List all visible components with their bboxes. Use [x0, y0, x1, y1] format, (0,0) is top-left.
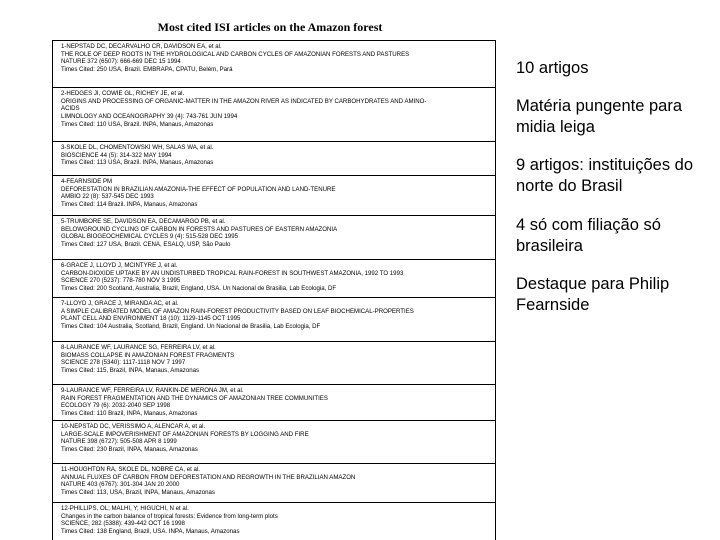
citation-line: SCIENCE 270 (5237): 778-780 NOV 3 1995: [61, 277, 181, 285]
citation-line: 8-LAURANCE WF, LAURANCE SG, FERREIRA LV, et al.: [61, 344, 216, 351]
citation-line: 5-TRUMBORE SE, DAVIDSON EA, DECAMARGO PB, et al.: [61, 218, 226, 225]
bullet-point: Matéria pungente para midia leiga: [516, 97, 683, 136]
citation-entry: [53, 41, 495, 74]
citation-line: PLANT CELL AND ENVIRONMENT 18 (10): 1129-1145 OCT 1995: [61, 315, 241, 323]
citation-line: SCIENCE 278 (5340): 1117-1118 NOV 7 1997: [61, 359, 186, 367]
citation-entry: [53, 215, 495, 249]
citation-line: NATURE 403 (6767): 301-304 JAN 20 2000: [61, 481, 180, 489]
citation-line: Times Cited: 127 USA, Brazil. CENA, ESALQ, USP, São Paulo: [61, 241, 231, 249]
citation-line: BIOMASS COLLAPSE IN AMAZONIAN FOREST FRAGMENTS: [61, 351, 235, 359]
citation-line: 10-NEPSTAD DC, VERISSIMO A, ALENCAR A, et al.: [61, 423, 206, 430]
citation-entry: [53, 175, 495, 209]
citation-line: Changes in the carbon balance of tropical forests: Evidence from long-term plots: [61, 512, 278, 520]
citation-line: Times Cited: 113 USA, Brazil. INPA, Manaus, Amazonas: [61, 159, 214, 167]
citation-line: 1-NEPSTAD DC, DECARVALHO CR, DAVIDSON EA, et al.: [61, 43, 222, 50]
citation-entry: [53, 502, 495, 536]
bullet-point: 10 artigos: [516, 59, 589, 77]
citation-entry: [53, 141, 495, 167]
bullet-point: 4 só com filiação só brasileira: [516, 216, 661, 255]
citation-line: Times Cited: 110 Brazil, INPA, Manaus, Amazonas: [61, 410, 198, 418]
citation-entry: [53, 297, 495, 331]
citation-line: Times Cited: 113, USA, Brazil, INPA, Manaus, Amazonas: [61, 489, 215, 497]
citation-line: 7-LLOYD J, GRACE J, MIRANDA AC, et al.: [61, 300, 179, 307]
citation-line: 2-HEDGES JI, COWIE GL, RICHEY JE, et al.: [61, 90, 185, 97]
citation-line: SCIENCE, 282 (5388): 439-442 OCT 16 1998: [61, 520, 185, 528]
citation-line: NATURE 372 (6507): 666-669 DEC 15 1994: [61, 58, 181, 66]
citation-table: [52, 40, 496, 540]
citation-line: THE ROLE OF DEEP ROOTS IN THE HYDROLOGICAL AND CARBON CYCLES OF AMAZONIAN FORESTS AND PASTURES: [61, 50, 410, 58]
citation-line: Times Cited: 115, Brazil, INPA, Manaus, Amazonas: [61, 367, 200, 375]
citation-line: ECOLOGY 79 (6): 2032-2040 SEP 1998: [61, 402, 171, 410]
citation-line: AMBIO 22 (8): 537-545 DEC 1993: [61, 193, 154, 201]
citation-line: CARBON-DIOXIDE UPTAKE BY AN UNDISTURBED TROPICAL RAIN-FOREST IN SOUTHWEST AMAZONIA, 1992 TO 1993: [61, 269, 404, 277]
citation-line: 12-PHILLIPS, OL; MALHI, Y; HIGUCHI, N et al.: [61, 505, 189, 512]
citation-line: 11-HOUGHTON RA, SKOLE DL, NOBRE CA, et al.: [61, 466, 200, 473]
bullet-point: Destaque para Philip Fearnside: [516, 275, 670, 314]
page-title: Most cited ISI articles on the Amazon forest: [157, 20, 383, 34]
citation-line: ANNUAL FLUXES OF CARBON FROM DEFORESTATION AND REGROWTH IN THE BRAZILIAN AMAZON: [61, 473, 356, 481]
citation-line: ACIDS: [61, 105, 80, 113]
citation-line: GLOBAL BIOGEOCHEMICAL CYCLES 9 (4): 515-528 DEC 1995: [61, 233, 239, 241]
citation-line: LARGE-SCALE IMPOVERISHMENT OF AMAZONIAN FORESTS BY LOGGING AND FIRE: [61, 430, 309, 438]
citation-entry: [53, 341, 495, 375]
citation-line: Times Cited: 200 Scotland, Australia, Brazil, England, USA. Un Nacional de Brasilia, Lab Ecologia, DF: [61, 285, 337, 293]
citation-entry: [53, 463, 495, 497]
citation-entry: [53, 384, 495, 418]
citation-line: Times Cited: 138 England, Brazil, USA. INPA, Manaus, Amazonas: [61, 528, 240, 536]
bullet-point: 9 artigos: instituições do norte do Brasil: [516, 156, 694, 195]
citation-line: Times Cited: 114 Brazil. INPA, Manaus, Amazonas: [61, 201, 198, 209]
citation-line: 3-SKOLE DL, CHOMENTOWSKI WH, SALAS WA, et al.: [61, 144, 214, 151]
citation-line: DEFORESTATION IN BRAZILIAN AMAZONIA-THE EFFECT OF POPULATION AND LAND-TENURE: [61, 185, 336, 193]
citation-line: Times Cited: 110 USA, Brazil. INPA, Manaus, Amazonas: [61, 120, 214, 128]
citation-line: 6-GRACE J, LLOYD J, MCINTYRE J, et al.: [61, 262, 178, 269]
citation-entry: [53, 87, 495, 129]
citation-entry: [53, 259, 495, 293]
citation-line: 9-LAURANCE WF, FERREIRA LV, RANKIN-DE MERONA JM, et al.: [61, 387, 244, 394]
citation-line: BIOSCIENCE 44 (5): 314-322 MAY 1994: [61, 151, 172, 159]
citation-line: BELOWGROUND CYCLING OF CARBON IN FORESTS AND PASTURES OF EASTERN AMAZONIA: [61, 225, 338, 233]
citation-line: Times Cited: 230 Brazil, INPA, Manaus, Amazonas: [61, 446, 198, 454]
citation-line: ORIGINS AND PROCESSING OF ORGANIC-MATTER IN THE AMAZON RIVER AS INDICATED BY CARBOHYDRATES AND AMINO-: [61, 97, 427, 105]
citation-line: A SIMPLE CALIBRATED MODEL OF AMAZON RAIN-FOREST PRODUCTIVITY BASED ON LEAF BIOCHEMICAL-PROPERTIES: [61, 307, 414, 315]
citation-line: LIMNOLOGY AND OCEANOGRAPHY 39 (4): 743-761 JUN 1994: [61, 113, 238, 121]
citation-entry: [53, 420, 495, 454]
citation-line: NATURE 398 (6727): 505-508 APR 8 1999: [61, 438, 177, 446]
citation-line: Times Cited: 250 USA, Brazil. EMBRAPA, CPATU, Belém, Pará: [61, 66, 233, 74]
citation-line: Times Cited: 104 Australia, Scotland, Brazil, England. Un Nacional de Brasilia, Lab Ecologia, DF: [61, 323, 321, 331]
citation-line: 4-FEARNSIDE PM: [61, 178, 113, 185]
citation-line: RAIN FOREST FRAGMENTATION AND THE DYNAMICS OF AMAZONIAN TREE COMMUNITIES: [61, 394, 328, 402]
